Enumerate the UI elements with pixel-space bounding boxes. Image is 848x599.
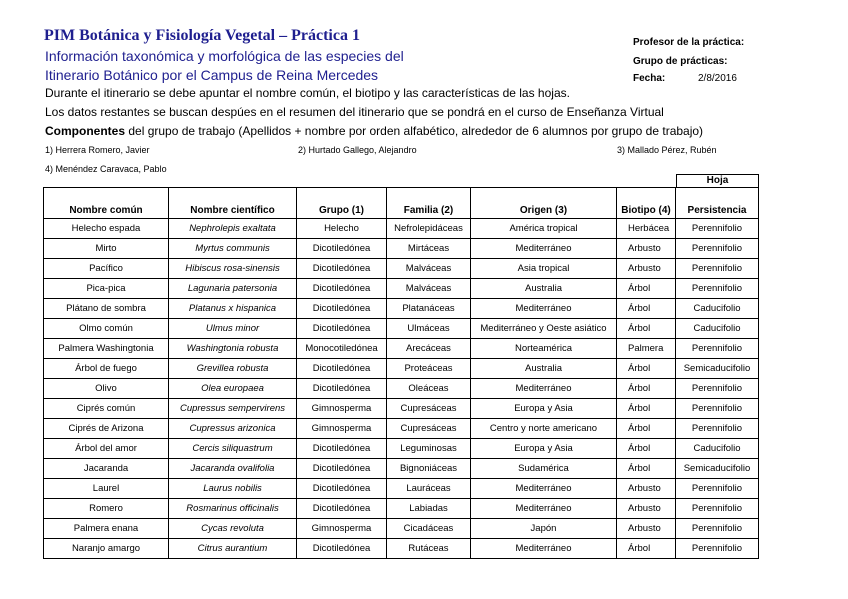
origin-cell: Sudamérica (471, 459, 617, 479)
group-cell: Dicotiledónea (297, 499, 387, 519)
persistence-cell: Perennifolio (676, 479, 759, 499)
table-row (44, 319, 759, 339)
group-cell: Dicotiledónea (297, 259, 387, 279)
member-4: 4) Menéndez Caravaca, Pablo (45, 164, 167, 174)
family-cell: Proteáceas (387, 359, 471, 379)
biotype-cell: Árbol (617, 279, 676, 299)
page-title: PIM Botánica y Fisiología Vegetal – Práctica 1 (44, 27, 360, 44)
persistence-cell: Perennifolio (676, 379, 759, 399)
origin-cell: Australia (471, 359, 617, 379)
family-cell: Ulmáceas (387, 319, 471, 339)
table-row (44, 279, 759, 299)
date-value: 2/8/2016 (698, 73, 737, 84)
table-row (44, 259, 759, 279)
biotype-cell: Árbol (617, 379, 676, 399)
group-cell: Dicotiledónea (297, 539, 387, 559)
column-header: Nombre común (44, 188, 169, 219)
common-name-cell: Pica-pica (44, 279, 169, 299)
group-cell: Monocotiledónea (297, 339, 387, 359)
column-header: Nombre científico (169, 188, 297, 219)
origin-cell: Mediterráneo (471, 239, 617, 259)
table-row (44, 419, 759, 439)
table-row (44, 479, 759, 499)
persistence-cell: Caducifolio (676, 439, 759, 459)
biotype-cell: Árbol (617, 459, 676, 479)
common-name-cell: Mirto (44, 239, 169, 259)
family-cell: Arecáceas (387, 339, 471, 359)
family-cell: Oleáceas (387, 379, 471, 399)
table-row (44, 339, 759, 359)
persistence-cell: Perennifolio (676, 399, 759, 419)
scientific-name-cell: Platanus x hispanica (169, 299, 297, 319)
group-cell: Dicotiledónea (297, 439, 387, 459)
family-cell: Lauráceas (387, 479, 471, 499)
persistence-cell: Semicaducifolio (676, 359, 759, 379)
common-name-cell: Árbol del amor (44, 439, 169, 459)
scientific-name-cell: Washingtonia robusta (169, 339, 297, 359)
scientific-name-cell: Hibiscus rosa-sinensis (169, 259, 297, 279)
column-header: Origen (3) (471, 188, 617, 219)
instruction-line-1: Durante el itinerario se debe apuntar el nombre común, el biotipo y las características de las hojas. (45, 86, 570, 100)
scientific-name-cell: Grevillea robusta (169, 359, 297, 379)
biotype-cell: Arbusto (617, 499, 676, 519)
common-name-cell: Árbol de fuego (44, 359, 169, 379)
table-row (44, 399, 759, 419)
family-cell: Bignoniáceas (387, 459, 471, 479)
persistence-cell: Perennifolio (676, 519, 759, 539)
group-label: Grupo de prácticas: (633, 56, 728, 67)
common-name-cell: Pacífico (44, 259, 169, 279)
table-row (44, 459, 759, 479)
biotype-cell: Arbusto (617, 519, 676, 539)
instruction-line-2: Los datos restantes se buscan despúes en el resumen del itinerario que se pondrá en el curso de Enseñanza Virtual (45, 105, 664, 119)
components-line (45, 124, 703, 138)
group-cell: Dicotiledónea (297, 239, 387, 259)
components-description: del grupo de trabajo (Apellidos + nombre por orden alfabético, alrededor de 6 alumnos por grupo de trabajo) (125, 124, 704, 138)
family-cell: Cupresáceas (387, 419, 471, 439)
origin-cell: Mediterráneo (471, 539, 617, 559)
common-name-cell: Romero (44, 499, 169, 519)
column-header: Biotipo (4) (617, 188, 676, 219)
common-name-cell: Olivo (44, 379, 169, 399)
origin-cell: América tropical (471, 219, 617, 239)
table-row (44, 299, 759, 319)
origin-cell: Mediterráneo (471, 379, 617, 399)
subtitle-line-2: Itinerario Botánico por el Campus de Reina Mercedes (45, 67, 379, 83)
scientific-name-cell: Olea europaea (169, 379, 297, 399)
table-row (44, 219, 759, 239)
biotype-cell: Árbol (617, 439, 676, 459)
table-row (44, 539, 759, 559)
scientific-name-cell: Cycas revoluta (169, 519, 297, 539)
origin-cell: Europa y Asia (471, 399, 617, 419)
scientific-name-cell: Cupressus arizonica (169, 419, 297, 439)
persistence-cell: Perennifolio (676, 279, 759, 299)
persistence-cell: Perennifolio (676, 539, 759, 559)
components-label: Componentes (45, 124, 126, 138)
group-cell: Dicotiledónea (297, 459, 387, 479)
biotype-cell: Palmera (617, 339, 676, 359)
table-row (44, 519, 759, 539)
persistence-cell: Perennifolio (676, 239, 759, 259)
family-cell: Mirtáceas (387, 239, 471, 259)
species-table (43, 187, 759, 559)
scientific-name-cell: Laurus nobilis (169, 479, 297, 499)
common-name-cell: Laurel (44, 479, 169, 499)
table-row (44, 379, 759, 399)
persistence-cell: Semicaducifolio (676, 459, 759, 479)
biotype-cell: Árbol (617, 419, 676, 439)
family-cell: Rutáceas (387, 539, 471, 559)
persistence-cell: Perennifolio (676, 219, 759, 239)
biotype-cell: Árbol (617, 299, 676, 319)
member-2: 2) Hurtado Gallego, Alejandro (298, 145, 417, 155)
persistence-cell: Perennifolio (676, 339, 759, 359)
scientific-name-cell: Cercis siliquastrum (169, 439, 297, 459)
biotype-cell: Árbol (617, 539, 676, 559)
scientific-name-cell: Jacaranda ovalifolia (169, 459, 297, 479)
biotype-cell: Arbusto (617, 239, 676, 259)
family-cell: Nefrolepidáceas (387, 219, 471, 239)
group-cell: Dicotiledónea (297, 359, 387, 379)
common-name-cell: Ciprés de Arizona (44, 419, 169, 439)
persistence-cell: Perennifolio (676, 499, 759, 519)
common-name-cell: Naranjo amargo (44, 539, 169, 559)
origin-cell: Centro y norte americano (471, 419, 617, 439)
group-cell: Dicotiledónea (297, 479, 387, 499)
group-cell: Dicotiledónea (297, 279, 387, 299)
scientific-name-cell: Citrus aurantium (169, 539, 297, 559)
origin-cell: Asia tropical (471, 259, 617, 279)
member-3: 3) Mallado Pérez, Rubén (617, 145, 717, 155)
family-cell: Leguminosas (387, 439, 471, 459)
date-label: Fecha: (633, 73, 666, 84)
group-cell: Dicotiledónea (297, 299, 387, 319)
group-cell: Helecho (297, 219, 387, 239)
origin-cell: Japón (471, 519, 617, 539)
persistence-cell: Perennifolio (676, 259, 759, 279)
common-name-cell: Jacaranda (44, 459, 169, 479)
group-cell: Gimnosperma (297, 419, 387, 439)
family-cell: Cupresáceas (387, 399, 471, 419)
biotype-cell: Árbol (617, 399, 676, 419)
persistence-cell: Perennifolio (676, 419, 759, 439)
common-name-cell: Plátano de sombra (44, 299, 169, 319)
common-name-cell: Olmo común (44, 319, 169, 339)
column-header: Grupo (1) (297, 188, 387, 219)
origin-cell: Europa y Asia (471, 439, 617, 459)
family-cell: Malváceas (387, 259, 471, 279)
scientific-name-cell: Lagunaria patersonia (169, 279, 297, 299)
subtitle-line-1: Información taxonómica y morfológica de las especies del (45, 48, 404, 64)
common-name-cell: Palmera Washingtonia (44, 339, 169, 359)
teacher-label: Profesor de la práctica: (633, 37, 745, 48)
biotype-cell: Árbol (617, 359, 676, 379)
column-header: Persistencia (676, 188, 759, 219)
origin-cell: Mediterráneo y Oeste asiático (471, 319, 617, 339)
family-cell: Platanáceas (387, 299, 471, 319)
biotype-cell: Árbol (617, 319, 676, 339)
biotype-cell: Arbusto (617, 259, 676, 279)
origin-cell: Mediterráneo (471, 499, 617, 519)
scientific-name-cell: Cupressus sempervirens (169, 399, 297, 419)
group-cell: Dicotiledónea (297, 319, 387, 339)
origin-cell: Australia (471, 279, 617, 299)
biotype-cell: Herbácea (617, 219, 676, 239)
persistence-cell: Caducifolio (676, 299, 759, 319)
member-1: 1) Herrera Romero, Javier (45, 145, 150, 155)
table-row (44, 439, 759, 459)
scientific-name-cell: Rosmarinus officinalis (169, 499, 297, 519)
leaf-group-header: Hoja (676, 174, 759, 187)
origin-cell: Mediterráneo (471, 479, 617, 499)
family-cell: Labiadas (387, 499, 471, 519)
scientific-name-cell: Myrtus communis (169, 239, 297, 259)
family-cell: Cicadáceas (387, 519, 471, 539)
table-row (44, 359, 759, 379)
column-header: Familia (2) (387, 188, 471, 219)
biotype-cell: Arbusto (617, 479, 676, 499)
group-cell: Gimnosperma (297, 399, 387, 419)
family-cell: Malváceas (387, 279, 471, 299)
group-cell: Dicotiledónea (297, 379, 387, 399)
origin-cell: Norteamérica (471, 339, 617, 359)
origin-cell: Mediterráneo (471, 299, 617, 319)
table-row (44, 239, 759, 259)
table-header-row (44, 188, 759, 219)
scientific-name-cell: Ulmus minor (169, 319, 297, 339)
group-cell: Gimnosperma (297, 519, 387, 539)
table-row (44, 499, 759, 519)
persistence-cell: Caducifolio (676, 319, 759, 339)
common-name-cell: Ciprés común (44, 399, 169, 419)
common-name-cell: Helecho espada (44, 219, 169, 239)
scientific-name-cell: Nephrolepis exaltata (169, 219, 297, 239)
common-name-cell: Palmera enana (44, 519, 169, 539)
